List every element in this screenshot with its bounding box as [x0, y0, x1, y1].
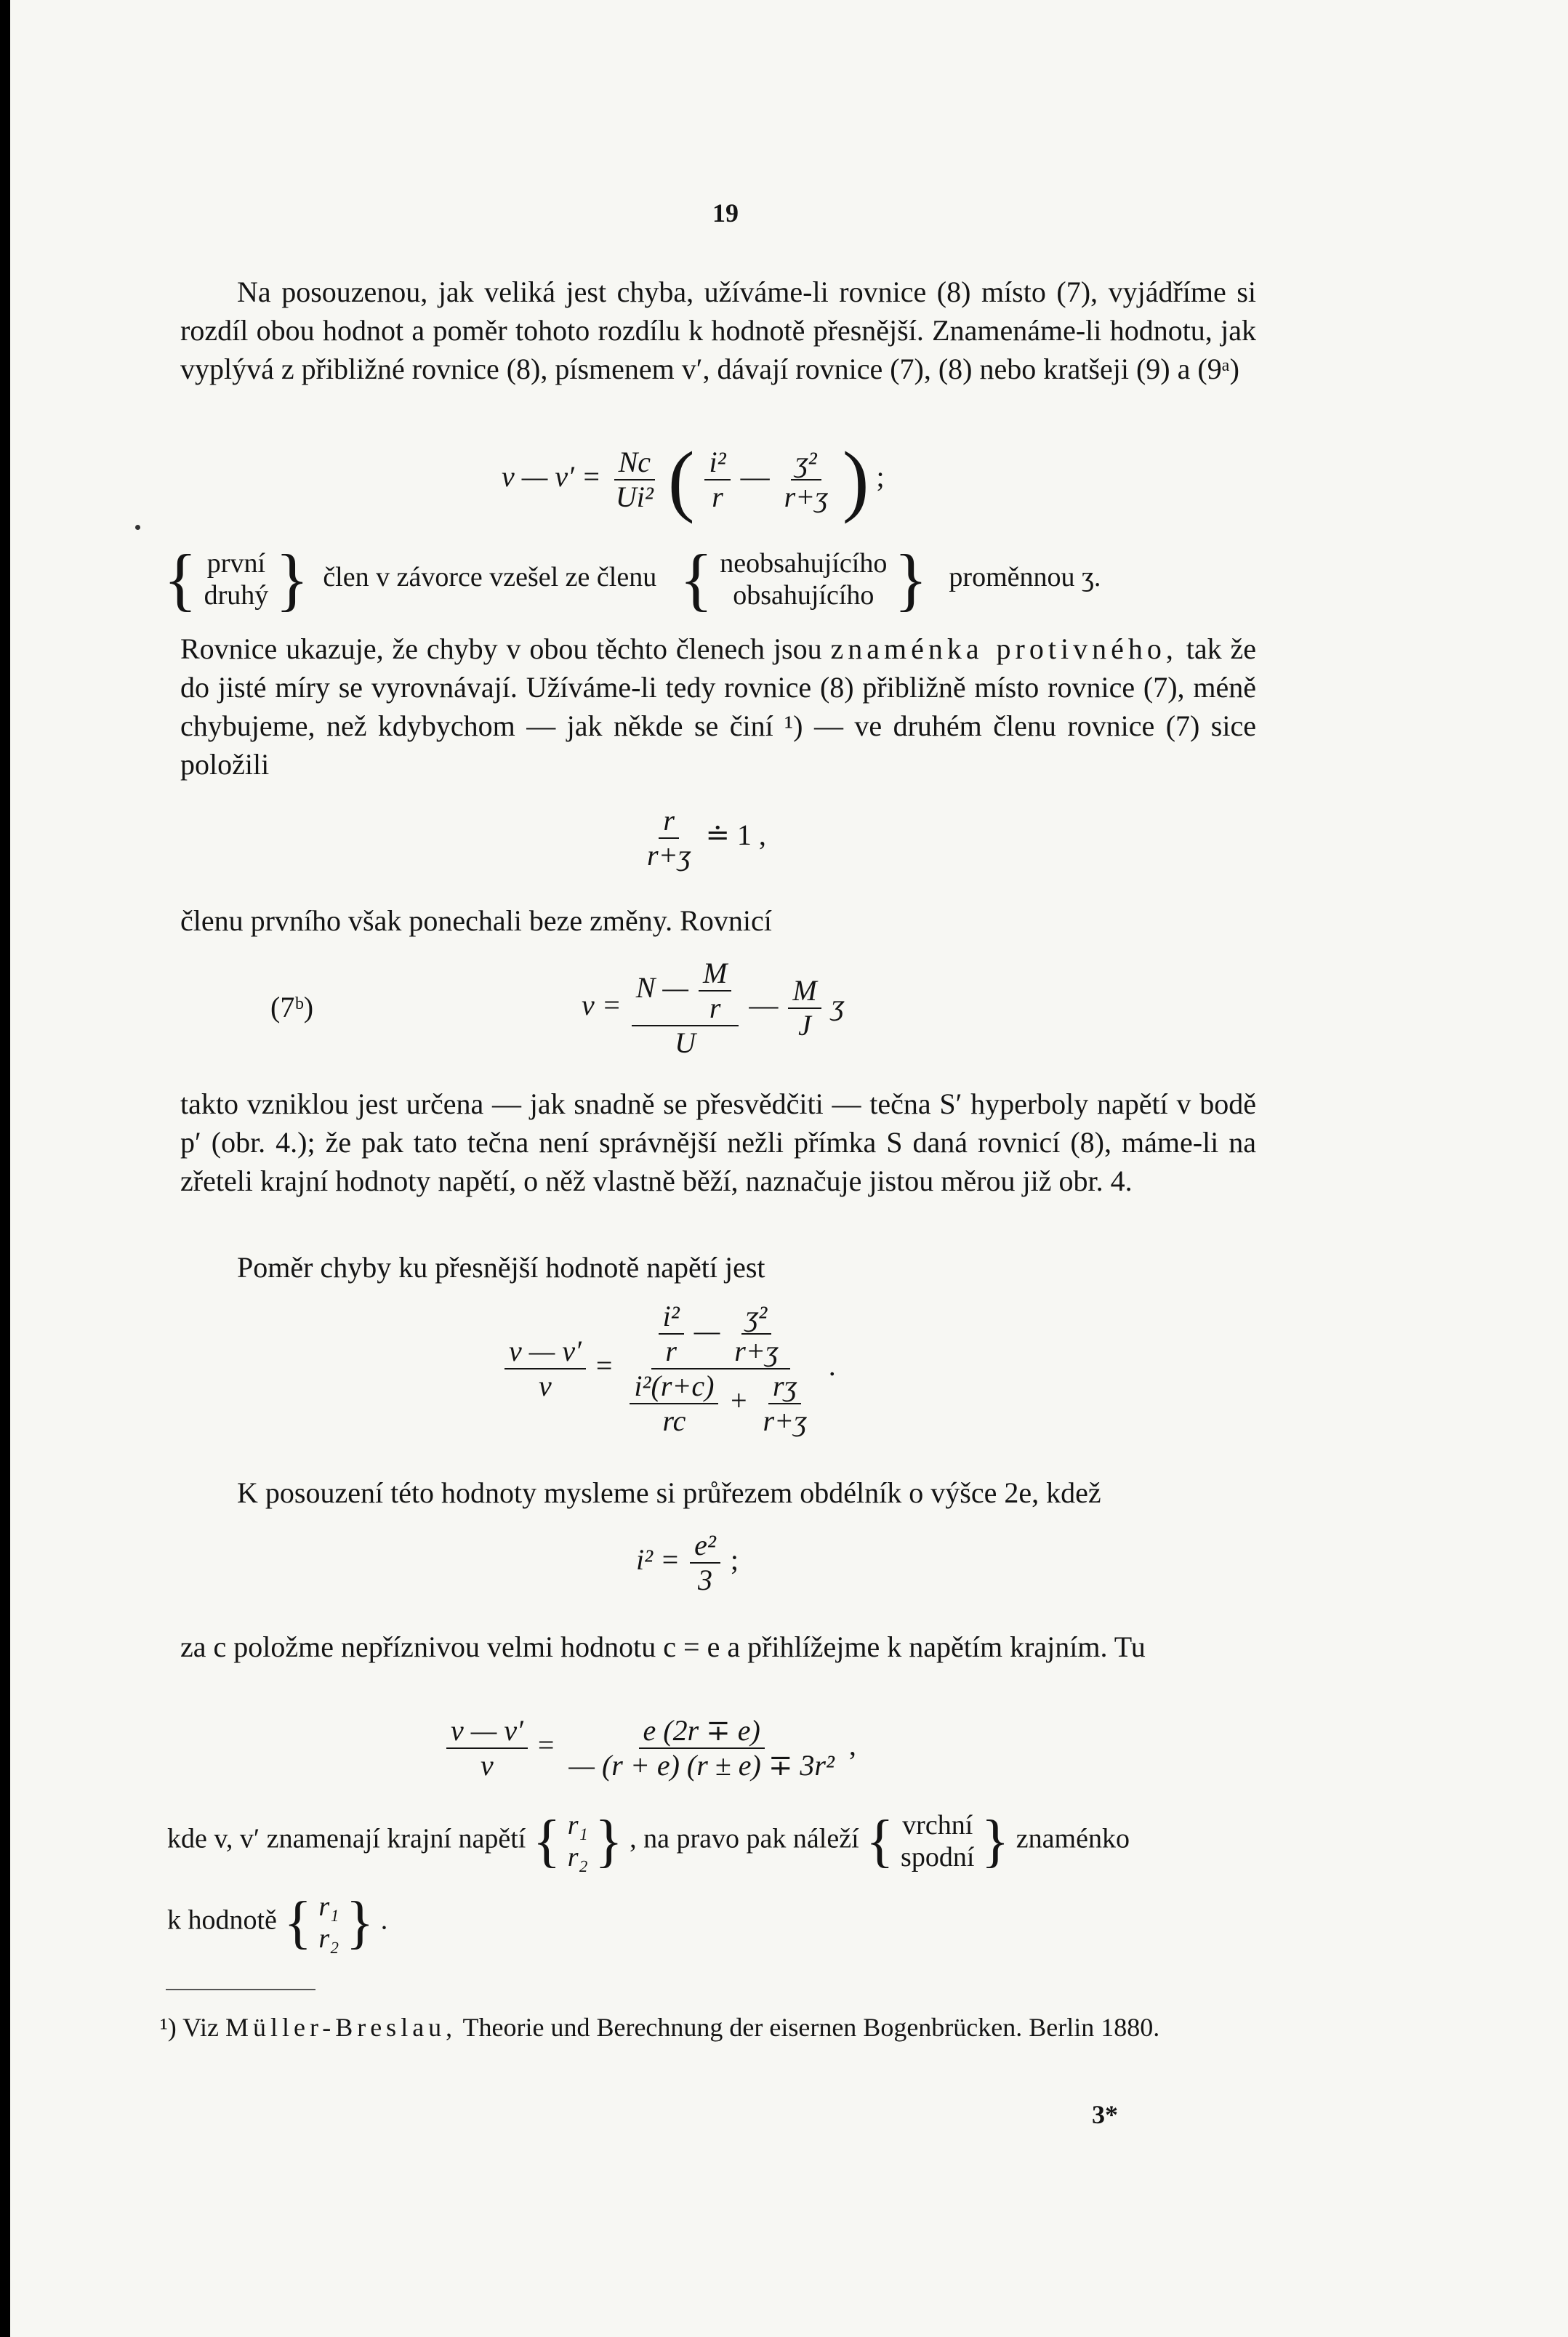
- paragraph-1: Na posouzenou, jak veliká jest chyba, užíváme-li rovnice (8) místo (7), vyjádříme si rozdíl obou hodnot a poměr tohoto rozdílu k hodnotě přesnější. Znamenáme-li hodnotu, jak vyplývá z přibližné rovnice (8), písmenem v′, dávají rovnice (7), (8) nebo kratšeji (9) a (9ᵃ): [180, 275, 1256, 385]
- equation-approx: $\frac{r}{\text{r+ʒ}}$ ≐ 1 ,: [647, 804, 766, 872]
- spaced-emphasis: znaménka protivného,: [830, 632, 1178, 665]
- scan-edge: [0, 0, 10, 2337]
- brace-end-text: proměnnou ʒ.: [949, 561, 1101, 592]
- k-hodnote-line: k hodnotě { r₁ r₂ } .: [167, 1891, 388, 1955]
- eq2-rhs: ≐ 1 ,: [705, 818, 766, 852]
- equation-final: $\frac{v — v'}{v}$ = $\frac{e (2r \mp e)}{\text{— (r + e) (r ± e) ∓ 3r²}}$ ,: [443, 1715, 856, 1781]
- eq1-end: ;: [876, 460, 885, 494]
- kde-line: kde v, v′ znamenají krajní napětí { r₁ r₂ } , na pravo pak náleží { vrchní spodní } znaménko: [167, 1809, 1130, 1873]
- footnote: ¹) Viz Müller-Breslau, Theorie und Berechnung der eisernen Bogenbrücken. Berlin 1880.: [160, 2013, 1160, 2042]
- brace-left-options: první druhý: [204, 548, 269, 611]
- eq1-frac-z2: $\frac{\text{ʒ²}}{\text{r+ʒ}}$: [784, 446, 828, 513]
- speck: [135, 525, 140, 530]
- footnote-rule: [166, 1989, 315, 1990]
- equation-7b-label: (7ᵇ): [270, 991, 314, 1023]
- eq1-minus: —: [740, 460, 770, 494]
- equation-7b: v = N — $\frac{M}{r}$ U — $\frac{M}{J}$ ʒ: [582, 957, 845, 1059]
- paragraph-5: Poměr chyby ku přesnější hodnotě napětí jest: [237, 1251, 765, 1284]
- eq1-lhs: v — v′ =: [502, 460, 601, 494]
- paragraph-4: takto vzniklou jest určena — jak snadně se přesvědčiti — tečna S′ hyperboly napětí v bodě p′ (obr. 4.); že pak tato tečna není správnější nežli přímka S daná rovnicí (8), máme-li na zřeteli krajní hodnoty napětí, o něž vlastně běží, naznačuje jistou měrou již obr. 4.: [180, 1087, 1256, 1197]
- paragraph-7: za c položme nepříznivou velmi hodnotu c = e a přihlížejme k napětím krajním. Tu: [180, 1630, 1146, 1663]
- eq1-frac-nc: $\frac{Nc}{\text{Ui²}}$: [611, 447, 658, 512]
- paragraph-3: členu prvního však ponechali beze změny. Rovnicí: [180, 904, 772, 937]
- eq1-frac-i2r: $\frac{\text{i²}}{r}$: [704, 447, 730, 512]
- eq1-paren-open: (: [667, 435, 695, 524]
- equation-i2: i² = $\frac{\text{e²}}{3}$ ;: [636, 1529, 739, 1596]
- eq1-paren-close: ): [842, 435, 869, 524]
- equation-ratio: $\frac{v — v'}{v}$ = $\frac{\text{i²}}{r}$ — $\frac{\text{ʒ²}}{\text{r+ʒ}}$ $\frac{\text{i²(r+c)}}{rc}$ + $\frac{\text{rʒ}}{\text{r+ʒ}}$ .: [502, 1301, 836, 1436]
- equation-difference: [502, 435, 885, 524]
- signature-mark: 3*: [1092, 2100, 1118, 2129]
- brace-line: { první druhý } člen v závorce vzešel ze členu { neobsahujícího obsahujícího } proměnnou ʒ.: [164, 540, 1101, 618]
- brace-right-options: neobsahujícího obsahujícího: [720, 548, 888, 611]
- page-number: 19: [712, 198, 739, 228]
- brace-middle-text: člen v závorce vzešel ze členu: [323, 561, 657, 592]
- paragraph-6: K posouzení této hodnoty mysleme si průřezem obdélník o výšce 2e, kdež: [237, 1476, 1101, 1509]
- paragraph-2: Rovnice ukazuje, že chyby v obou těchto členech jsou znaménka protivného, tak že do jisté míry se vyrovnávají. Užíváme-li tedy rovnice (8) přibližně místo rovnice (7), méně chybujeme, než kdybychom — jak někde se činí ¹) — ve druhém členu rovnice (7) sice položili: [180, 632, 1257, 781]
